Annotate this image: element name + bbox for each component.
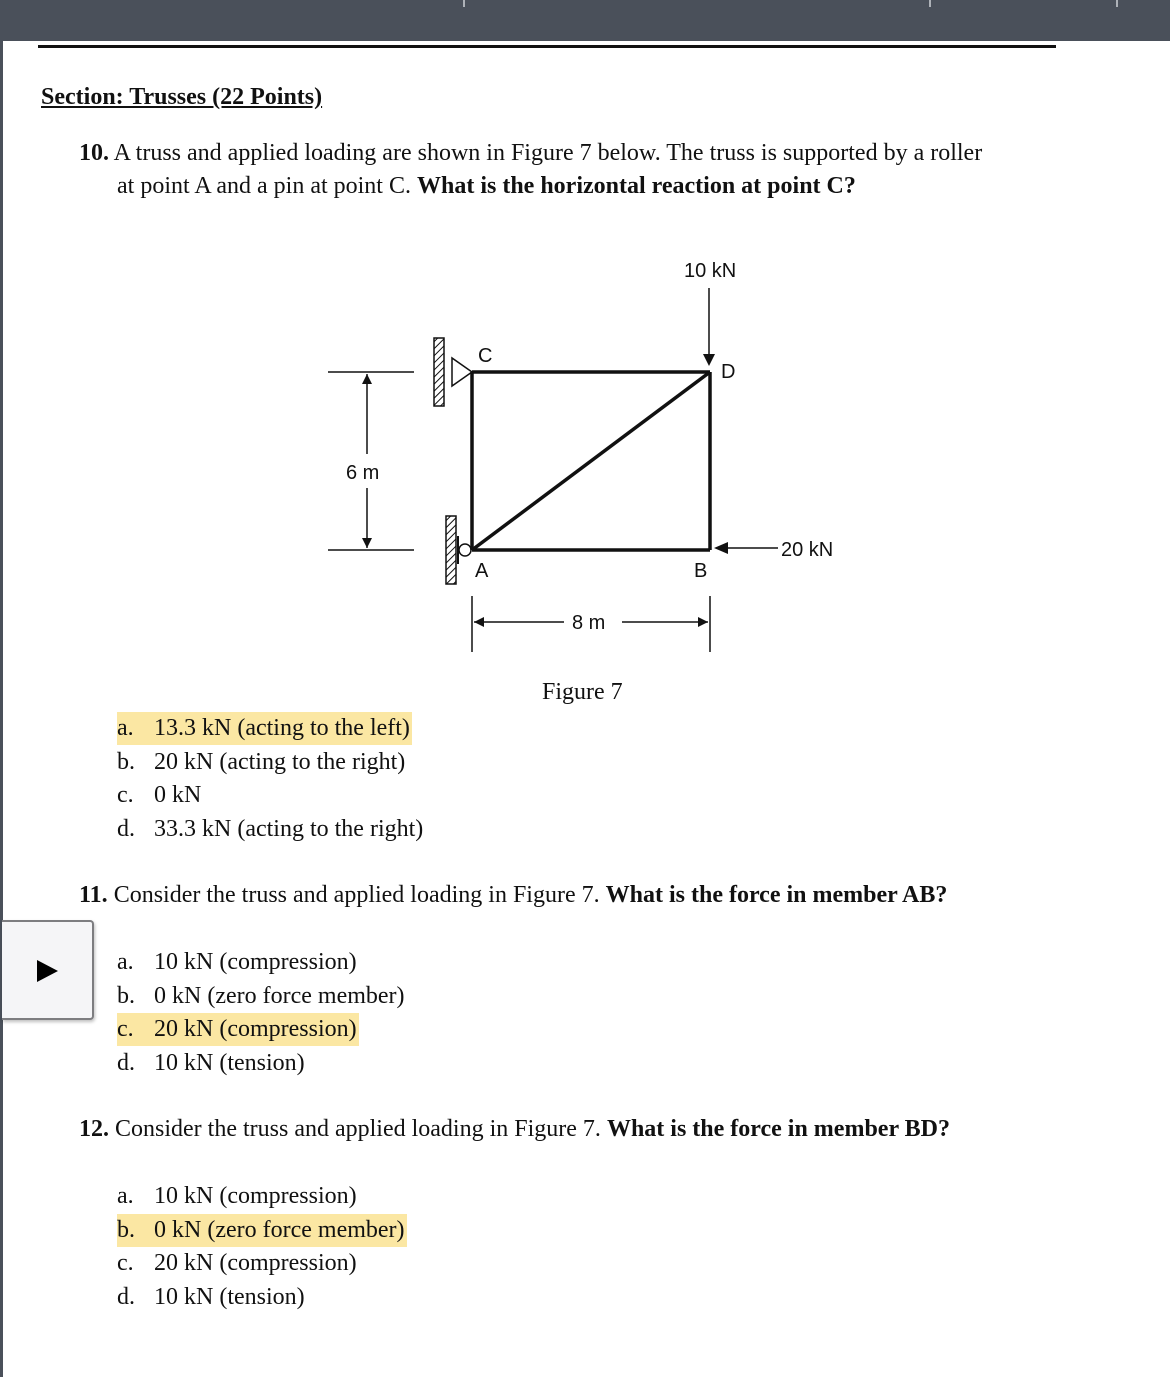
roller-support-a: [459, 544, 471, 556]
option-letter: b.: [117, 1216, 135, 1243]
header-rule: [38, 45, 1056, 48]
arrow-left-icon: [474, 617, 484, 627]
play-button[interactable]: [2, 920, 94, 1020]
left-edge-frame: [0, 41, 3, 1377]
question-10: [79, 137, 982, 203]
question-bold-text: What is the force in member BD?: [606, 1116, 951, 1142]
node-label-a: A: [475, 560, 489, 582]
q12-option-d[interactable]: [117, 1281, 407, 1315]
section-title: Section: Trusses (22 Points): [41, 84, 323, 110]
play-icon: [37, 960, 59, 982]
question-bold-text: What is the force in member AB?: [605, 882, 948, 908]
q10-options: [117, 712, 425, 846]
option-text: 10 kN (compression): [154, 949, 357, 975]
node-label-d: D: [721, 361, 736, 383]
question-11: [79, 879, 947, 912]
question-10-line2: [79, 170, 982, 203]
option-letter: b.: [117, 982, 135, 1009]
q10-option-b[interactable]: [117, 746, 425, 780]
arrow-left-icon: [714, 542, 728, 554]
option-text: 20 kN (acting to the right): [154, 748, 406, 775]
node-label-b: B: [694, 560, 708, 582]
option-text: 20 kN (compression): [154, 1016, 357, 1042]
arrow-right-icon: [698, 617, 708, 627]
pin-support-c: [452, 358, 472, 386]
member-ad: [472, 372, 710, 550]
arrow-down-icon: [703, 354, 715, 366]
toolbar-tick: [1116, 0, 1118, 7]
q11-option-b[interactable]: [117, 980, 407, 1014]
question-text: Consider the truss and applied loading in Figure 7.: [107, 882, 606, 908]
option-text: 33.3 kN (acting to the right): [154, 815, 424, 842]
option-text: 20 kN (compression): [154, 1250, 357, 1276]
arrow-down-icon: [362, 538, 372, 548]
q11-options: [117, 946, 407, 1080]
load-label-20kn: 20 kN: [781, 539, 834, 561]
option-text: 0 kN: [154, 782, 202, 808]
option-letter: b.: [117, 748, 135, 775]
q12-options: [117, 1180, 407, 1314]
q10-option-a[interactable]: [117, 712, 425, 746]
top-toolbar: [0, 0, 1170, 41]
q10-option-c[interactable]: [117, 779, 425, 813]
q11-option-a[interactable]: [117, 946, 407, 980]
option-letter: d.: [117, 815, 135, 842]
option-text: 0 kN (zero force member): [154, 982, 405, 1009]
question-number: 12.: [79, 1116, 109, 1142]
question-text: Consider the truss and applied loading in Figure 7.: [109, 1116, 607, 1142]
q11-option-c[interactable]: [117, 1013, 407, 1047]
question-number: 10.: [79, 140, 109, 166]
option-text: 13.3 kN (acting to the left): [154, 715, 410, 741]
wall-support-a: [446, 516, 456, 584]
option-text: 10 kN (tension): [154, 1283, 305, 1310]
node-label-c: C: [478, 345, 493, 367]
figure-caption: Figure 7: [542, 679, 623, 705]
truss-diagram: [320, 250, 860, 660]
q12-option-c[interactable]: [117, 1247, 407, 1281]
wall-support-c: [434, 338, 444, 406]
question-10-line1: [79, 137, 982, 170]
load-label-10kn: 10 kN: [684, 260, 737, 282]
question-number: 11.: [79, 882, 108, 908]
question-12-line1: [79, 1113, 950, 1146]
dimension-label-8m: 8 m: [572, 612, 606, 634]
question-text: A truss and applied loading are shown in Figure 7 below. The truss is supported by a roller: [109, 140, 983, 166]
option-letter: a.: [117, 715, 134, 741]
option-text: 0 kN (zero force member): [154, 1216, 405, 1243]
arrow-up-icon: [362, 374, 372, 384]
q12-option-b[interactable]: [117, 1214, 407, 1248]
question-12: [79, 1113, 950, 1146]
option-letter: a.: [117, 1183, 134, 1209]
option-text: 10 kN (tension): [154, 1049, 305, 1076]
option-letter: a.: [117, 949, 134, 975]
question-bold-text: What is the horizontal reaction at point C?: [416, 173, 856, 199]
q11-option-d[interactable]: [117, 1047, 407, 1081]
question-11-line1: [79, 879, 947, 912]
option-letter: d.: [117, 1283, 135, 1310]
toolbar-tick: [929, 0, 931, 7]
dimension-label-6m: 6 m: [346, 462, 380, 484]
q10-option-d[interactable]: [117, 813, 425, 847]
option-letter: c.: [117, 782, 134, 808]
question-text: at point A and a pin at point C.: [117, 173, 417, 199]
toolbar-tick: [463, 0, 465, 7]
option-letter: c.: [117, 1250, 134, 1276]
q12-option-a[interactable]: [117, 1180, 407, 1214]
option-letter: d.: [117, 1049, 135, 1076]
truss-figure: [320, 250, 860, 665]
option-text: 10 kN (compression): [154, 1183, 357, 1209]
option-letter: c.: [117, 1016, 134, 1042]
